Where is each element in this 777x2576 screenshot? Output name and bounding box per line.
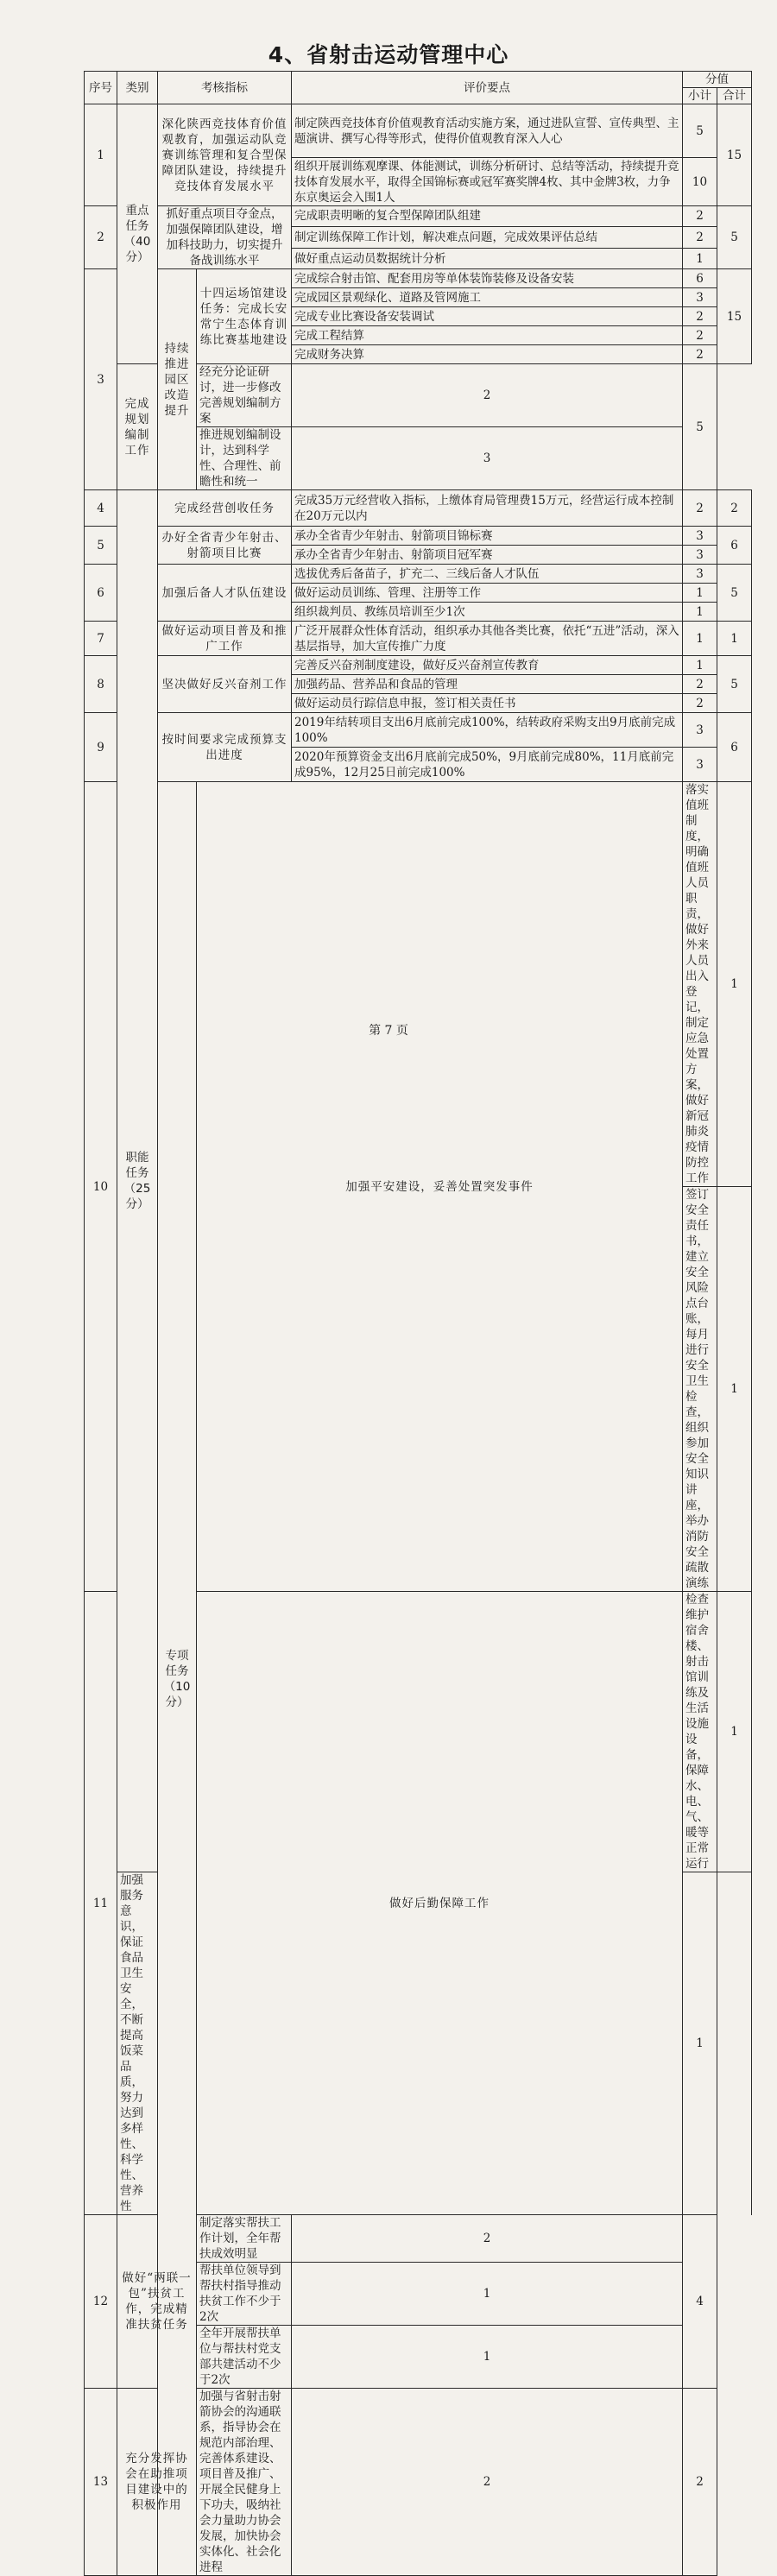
row-5-total: 6 <box>717 527 752 565</box>
row-9-point-2: 2020年预算资金支出6月底前完成50%，9月底前完成80%，11月底前完成95%，12月25日前完成100% <box>292 748 683 782</box>
row-3-seq: 3 <box>85 269 117 490</box>
header-total: 合计 <box>717 88 752 104</box>
row-7-seq: 7 <box>85 622 117 656</box>
row-3-score-1: 6 <box>683 269 717 288</box>
row-8-point-2: 加强药品、营养品和食品的管理 <box>292 675 683 694</box>
row-9-score-1: 3 <box>683 713 717 748</box>
row-3-score-6: 2 <box>292 364 683 427</box>
row-12-score-1: 2 <box>292 2215 683 2263</box>
row-8-total: 5 <box>717 656 752 713</box>
row-1-point-2: 组织开展训练观摩课、体能测试，训练分析研讨、总结等活动，持续提升竞技体育发展水平，取得全国锦标赛或冠军赛奖牌4枚、其中金牌3枚，力争东京奥运会入围1人 <box>292 158 683 206</box>
row-3-point-7: 推进规划编制设计，达到科学性、合理性、前瞻性和统一 <box>197 427 292 490</box>
row-2-point-1: 完成职责明晰的复合型保障团队组建 <box>292 206 683 227</box>
row-3-sub1-total: 15 <box>717 269 752 364</box>
row-10-indicator: 加强平安建设，妥善处置突发事件 <box>197 782 683 1592</box>
row-3-sub1-label: 十四运场馆建设任务：完成长安常宁生态体育训练比赛基地建设 <box>197 269 292 364</box>
row-3-point-4: 完成工程结算 <box>292 326 683 345</box>
page-title: 4、省射击运动管理中心 <box>268 42 509 67</box>
header-score: 分值 <box>683 72 752 88</box>
row-12-seq: 12 <box>85 2215 117 2389</box>
row-2-score-2: 2 <box>683 226 717 249</box>
row-4-indicator: 完成经营创收任务 <box>158 490 292 527</box>
header-indicator: 考核指标 <box>158 72 292 104</box>
row-6-score-3: 1 <box>683 603 717 622</box>
row-3-point-5: 完成财务决算 <box>292 345 683 364</box>
row-11-score-2: 1 <box>683 1872 717 2215</box>
row-9-indicator: 按时间要求完成预算支出进度 <box>158 713 292 782</box>
row-5-score-2: 3 <box>683 546 717 565</box>
row-6-point-2: 做好运动员训练、管理、注册等工作 <box>292 584 683 603</box>
row-11-indicator: 做好后勤保障工作 <box>197 1592 683 2215</box>
row-11-point-2: 加强服务意识，保证食品卫生安全，不断提高饭菜品质，努力达到多样性、科学性、营养性 <box>117 1872 158 2215</box>
row-5-indicator: 办好全省青少年射击、射箭项目比赛 <box>158 527 292 565</box>
row-11-point-1: 检查维护宿舍楼、射击馆训练及生活设施设备，保障水、电、气、暖等正常运行 <box>683 1592 717 1872</box>
row-2-indicator: 抓好重点项目夺金点，加强保障团队建设，增加科技助力，切实提升备战训练水平 <box>158 206 292 269</box>
row-7-point-1: 广泛开展群众性体育活动，组织承办其他各类比赛，依托“五进”活动，深入基层指导，加大宣传推广力度 <box>292 622 683 656</box>
row-3-score-5: 2 <box>683 345 717 364</box>
row-10-seq: 10 <box>85 782 117 1592</box>
row-3-point-6: 经充分论证研讨，进一步修改完善规划编制方案 <box>197 364 292 427</box>
row-11-seq: 11 <box>85 1592 117 2215</box>
row-1-score-1: 5 <box>683 104 717 158</box>
row-3-score-2: 3 <box>683 288 717 307</box>
row-3-score-3: 2 <box>683 307 717 326</box>
row-2-total: 5 <box>717 206 752 269</box>
row-1-point-1: 制定陕西竞技体育价值观教育活动实施方案，通过进队宣誓、宣传典型、主题演讲、撰写心得等形式，使得价值观教育深入人心 <box>292 104 683 158</box>
row-7-score-1: 1 <box>683 622 717 656</box>
row-6-point-1: 选拔优秀后备苗子，扩充二、三线后备人才队伍 <box>292 565 683 584</box>
row-4-point-1: 完成35万元经营收入指标，上缴体育局管理费15万元，经营运行成本控制在20万元以内 <box>292 490 683 527</box>
row-3-sub2-total: 5 <box>683 364 717 490</box>
row-8-point-3: 做好运动员行踪信息申报，签订相关责任书 <box>292 694 683 713</box>
row-6-score-2: 1 <box>683 584 717 603</box>
row-1-seq: 1 <box>85 104 117 206</box>
header-subtotal: 小计 <box>683 88 717 104</box>
row-3-point-3: 完成专业比赛设备安装调试 <box>292 307 683 326</box>
row-6-seq: 6 <box>85 565 117 622</box>
row-5-seq: 5 <box>85 527 117 565</box>
row-3-point-2: 完成园区景观绿化、道路及管网施工 <box>292 288 683 307</box>
row-12-total: 4 <box>683 2215 717 2389</box>
row-4-seq: 4 <box>85 490 117 527</box>
row-9-point-1: 2019年结转项目支出6月底前完成100%，结转政府采购支出9月底前完成100% <box>292 713 683 748</box>
row-7-total: 1 <box>717 622 752 656</box>
row-13-indicator: 充分发挥协会在助推项目建设中的积极作用 <box>117 2389 197 2576</box>
row-6-score-1: 3 <box>683 565 717 584</box>
assessment-table <box>84 71 752 2576</box>
category-duty: 职能任务（25分） <box>117 490 158 1872</box>
row-7-indicator: 做好运动项目普及和推广工作 <box>158 622 292 656</box>
row-8-indicator: 坚决做好反兴奋剂工作 <box>158 656 292 713</box>
row-5-point-2: 承办全省青少年射击、射箭项目冠军赛 <box>292 546 683 565</box>
row-2-point-2: 制定训练保障工作计划，解决难点问题，完成效果评估总结 <box>292 226 683 249</box>
row-2-seq: 2 <box>85 206 117 269</box>
row-8-score-1: 1 <box>683 656 717 675</box>
row-5-point-1: 承办全省青少年射击、射箭项目锦标赛 <box>292 527 683 546</box>
header-category: 类别 <box>117 72 158 104</box>
row-2-point-3: 做好重点运动员数据统计分析 <box>292 249 683 269</box>
row-6-point-3: 组织裁判员、教练员培训至少1次 <box>292 603 683 622</box>
row-12-point-3: 全年开展帮扶单位与帮扶村党支部共建活动不少于2次 <box>197 2326 292 2389</box>
row-8-score-2: 2 <box>683 675 717 694</box>
row-3-indicator: 持续推进园区改造提升 <box>158 269 197 490</box>
row-1-total: 15 <box>717 104 752 206</box>
row-10-score-1: 1 <box>717 782 752 1187</box>
row-10-point-1: 落实值班制度，明确值班人员职责，做好外来人员出入登记，制定应急处置方案，做好新冠肺炎疫情防控工作 <box>683 782 717 1187</box>
row-3-score-7: 3 <box>292 427 683 490</box>
row-8-point-1: 完善反兴奋剂制度建设，做好反兴奋剂宣传教育 <box>292 656 683 675</box>
row-12-point-1: 制定落实帮扶工作计划，全年帮扶成效明显 <box>197 2215 292 2263</box>
row-13-total: 2 <box>683 2389 717 2576</box>
row-12-point-2: 帮扶单位领导到帮扶村指导推动扶贫工作不少于2次 <box>197 2263 292 2326</box>
row-9-total: 6 <box>717 713 752 782</box>
row-3-sub2-label: 完成规划编制工作 <box>117 364 158 490</box>
row-10-score-2: 1 <box>717 1187 752 1592</box>
row-12-indicator: 做好“两联一包”扶贫工作，完成精准扶贫任务 <box>117 2215 197 2389</box>
category-special: 专项任务（10分） <box>158 782 197 2576</box>
row-4-score-1: 2 <box>683 490 717 527</box>
row-9-seq: 9 <box>85 713 117 782</box>
row-2-score-1: 2 <box>683 206 717 227</box>
row-13-seq: 13 <box>85 2389 117 2576</box>
row-3-score-4: 2 <box>683 326 717 345</box>
row-3-point-1: 完成综合射击馆、配套用房等单体装饰装修及设备安装 <box>292 269 683 288</box>
row-11-score-1: 1 <box>717 1592 752 1872</box>
row-9-score-2: 3 <box>683 748 717 782</box>
row-4-total: 2 <box>717 490 752 527</box>
row-8-score-3: 2 <box>683 694 717 713</box>
page-number: 第 7 页 <box>369 1024 408 1038</box>
row-6-total: 5 <box>717 565 752 622</box>
row-12-score-3: 1 <box>292 2326 683 2389</box>
row-5-score-1: 3 <box>683 527 717 546</box>
row-13-point-1: 加强与省射击射箭协会的沟通联系，指导协会在规范内部治理、完善体系建设、项目普及推广、开展全民健身上下功夫，吸纳社会力量助力协会发展，加快协会实体化、社会化进程 <box>197 2389 292 2576</box>
row-2-score-3: 1 <box>683 249 717 269</box>
row-10-point-2: 签订安全责任书，建立安全风险点台账，每月进行安全卫生检查，组织参加安全知识讲座，举办消防安全疏散演练 <box>683 1187 717 1592</box>
row-6-indicator: 加强后备人才队伍建设 <box>158 565 292 622</box>
category-key: 重点任务（40分） <box>117 104 158 364</box>
row-8-seq: 8 <box>85 656 117 713</box>
row-1-indicator: 深化陕西竞技体育价值观教育，加强运动队竞赛训练管理和复合型保障团队建设，持续提升竞技体育发展水平 <box>158 104 292 206</box>
header-seq: 序号 <box>85 72 117 104</box>
header-points: 评价要点 <box>292 72 683 104</box>
row-12-score-2: 1 <box>292 2263 683 2326</box>
row-1-score-2: 10 <box>683 158 717 206</box>
row-13-score-1: 2 <box>292 2389 683 2576</box>
